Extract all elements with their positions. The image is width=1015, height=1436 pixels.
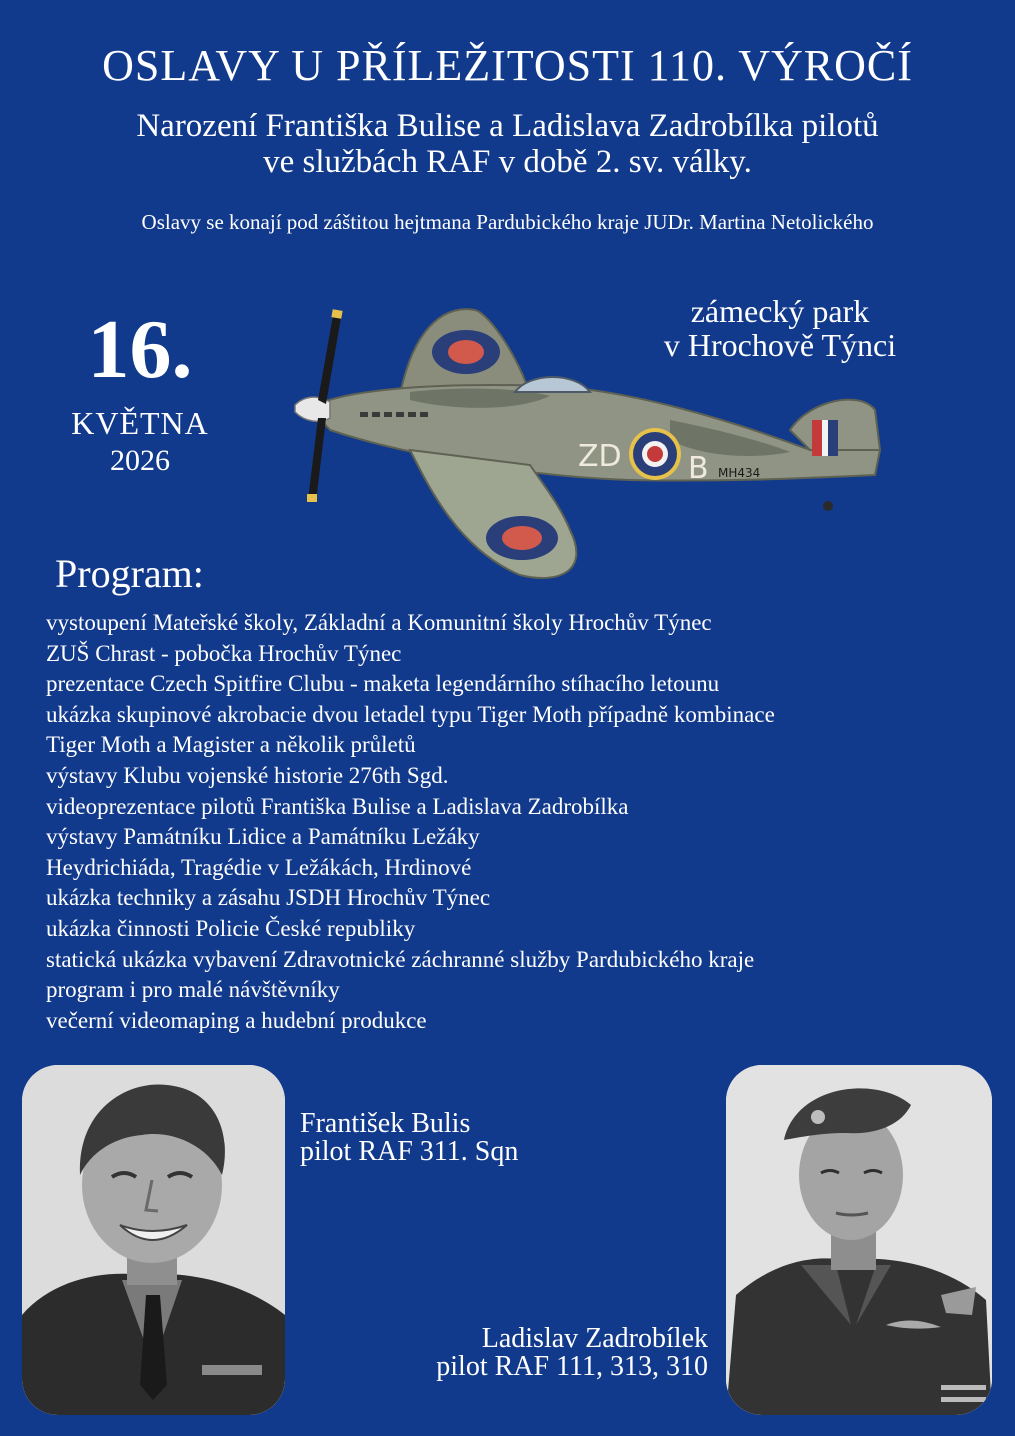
program-item: videoprezentace pilotů Františka Bulise a Ladislava Zadrobílka	[46, 793, 629, 819]
aircraft-code-left: ZD	[578, 439, 622, 474]
program-item: výstavy Památníku Lidice a Památníku Ležáky	[46, 824, 480, 850]
program-list	[46, 608, 775, 1036]
spitfire-aircraft-image	[290, 300, 890, 590]
pilot-caption-bulis	[300, 1110, 518, 1166]
venue-line-1: zámecký park	[690, 293, 870, 329]
poster-subtitle	[0, 108, 1015, 180]
pilot-photo-bulis	[22, 1065, 285, 1415]
program-item: ZUŠ Chrast - pobočka Hrochův Týnec	[46, 640, 402, 666]
aircraft-code-right: B	[688, 451, 709, 486]
program-item: vystoupení Mateřské školy, Základní a Komunitní školy Hrochův Týnec	[46, 610, 712, 635]
pilot-name: Ladislav Zadrobílek	[481, 1323, 708, 1354]
venue-line-2: v Hrochově Týnci	[663, 327, 897, 363]
program-item: Tiger Moth a Magister a několik průletů	[46, 732, 416, 758]
program-item: statická ukázka vybavení Zdravotnické záchranné služby Pardubického kraje	[46, 946, 755, 972]
fin-flash	[812, 420, 838, 456]
pilot-caption-zadrobilek	[300, 1325, 708, 1381]
program-item: prezentace Czech Spitfire Clubu - maketa legendárního stíhacího letounu	[46, 671, 720, 697]
event-day: 16.	[87, 303, 193, 396]
roundel-top-wing	[432, 330, 500, 374]
program-item: Heydrichiáda, Tragédie v Ležákách, Hrdinové	[46, 854, 472, 880]
subtitle-line-1: Narození Františka Bulise a Ladislava Zadrobílka pilotů	[136, 108, 879, 144]
patronage-text: Oslavy se konají pod záštitou hejtmana Pardubického kraje JUDr. Martina Netolického	[141, 210, 874, 234]
aircraft-serial: MH434	[718, 466, 761, 480]
roundel-bottom-wing	[486, 516, 558, 560]
pilot-photo-zadrobilek	[726, 1065, 992, 1415]
program-item: výstavy Klubu vojenské historie 276th Sgd.	[46, 762, 449, 788]
program-item: program i pro malé návštěvníky	[46, 977, 340, 1003]
pilot-role: pilot RAF 311. Sqn	[300, 1136, 519, 1167]
poster-title: OSLAVY U PŘÍLEŽITOSTI 110. VÝROČÍ	[102, 41, 913, 90]
program-item: ukázka techniky a zásahu JSDH Hrochův Týnec	[46, 885, 491, 911]
fuselage-roundel	[629, 428, 681, 480]
program-item: ukázka skupinové akrobacie dvou letadel typu Tiger Moth případně kombinace	[46, 701, 775, 727]
pilot-role: pilot RAF 111, 313, 310	[436, 1351, 708, 1382]
program-item: ukázka činnosti Policie České republiky	[46, 915, 416, 941]
event-month: KVĚTNA	[71, 405, 209, 441]
subtitle-line-2: ve službách RAF v době 2. sv. války.	[263, 144, 752, 180]
program-heading: Program:	[55, 551, 204, 596]
pilot-name: František Bulis	[300, 1108, 471, 1139]
event-year: 2026	[110, 444, 170, 477]
program-item: večerní videomaping a hudební produkce	[46, 1007, 427, 1033]
